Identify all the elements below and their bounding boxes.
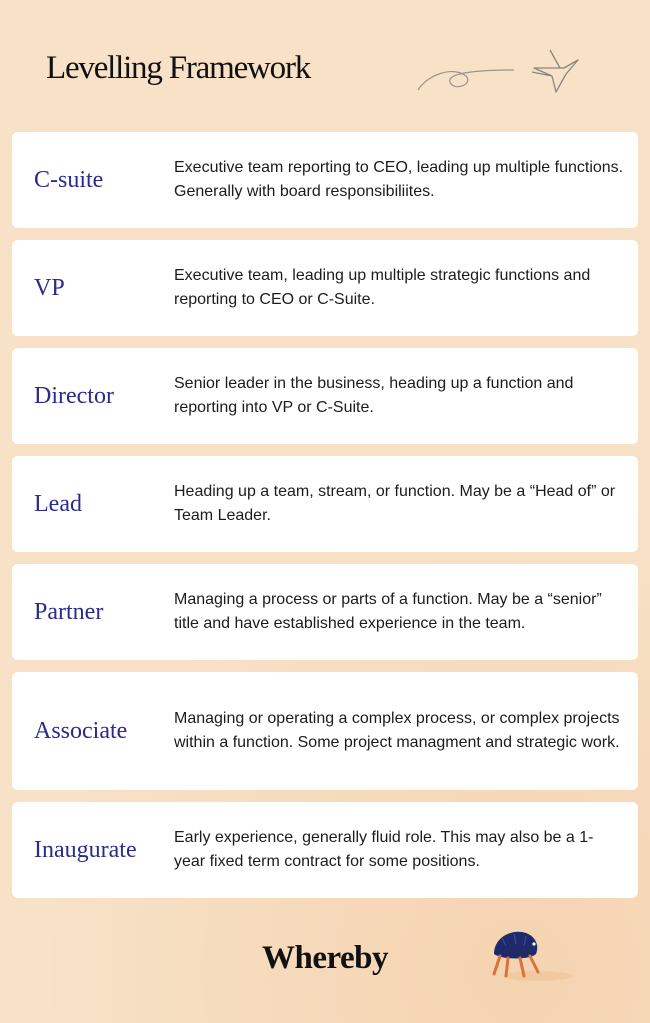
level-card-associate [12, 672, 638, 790]
level-description: Executive team, leading up multiple strategic functions and reporting to CEO or C-Suite. [174, 267, 591, 308]
levels-list [12, 132, 638, 910]
level-card-lead [12, 456, 638, 552]
level-name: VP [34, 274, 65, 301]
level-name: C-suite [34, 166, 104, 193]
level-description: Managing a process or parts of a function. May be a “senior” title and have established experience in the team. [174, 591, 602, 632]
level-name: Associate [34, 717, 128, 744]
level-name: Director [34, 382, 114, 409]
page-title: Levelling Framework [46, 50, 311, 86]
level-name: Lead [34, 490, 82, 517]
level-card-partner [12, 564, 638, 660]
brand-logo: Whereby [261, 940, 389, 976]
whereby-mascot-icon [480, 928, 580, 988]
level-name: Partner [34, 598, 104, 625]
level-description: Managing or operating a complex process, or complex projects within a function. Some project managment and strategic work. [174, 710, 620, 751]
paper-plane-icon [414, 44, 584, 100]
level-card-c-suite [12, 132, 638, 228]
level-card-inaugurate [12, 802, 638, 898]
level-description: Executive team reporting to CEO, leading up multiple functions. Generally with board responsibiliites. [174, 159, 624, 200]
level-description: Early experience, generally fluid role. This may also be a 1-year fixed term contract for some positions. [174, 829, 594, 870]
level-description: Heading up a team, stream, or function. May be a “Head of” or Team Leader. [174, 483, 616, 524]
level-description: Senior leader in the business, heading up a function and reporting into VP or C-Suite. [174, 375, 574, 416]
level-card-vp [12, 240, 638, 336]
level-name: Inaugurate [34, 836, 137, 863]
level-card-director [12, 348, 638, 444]
